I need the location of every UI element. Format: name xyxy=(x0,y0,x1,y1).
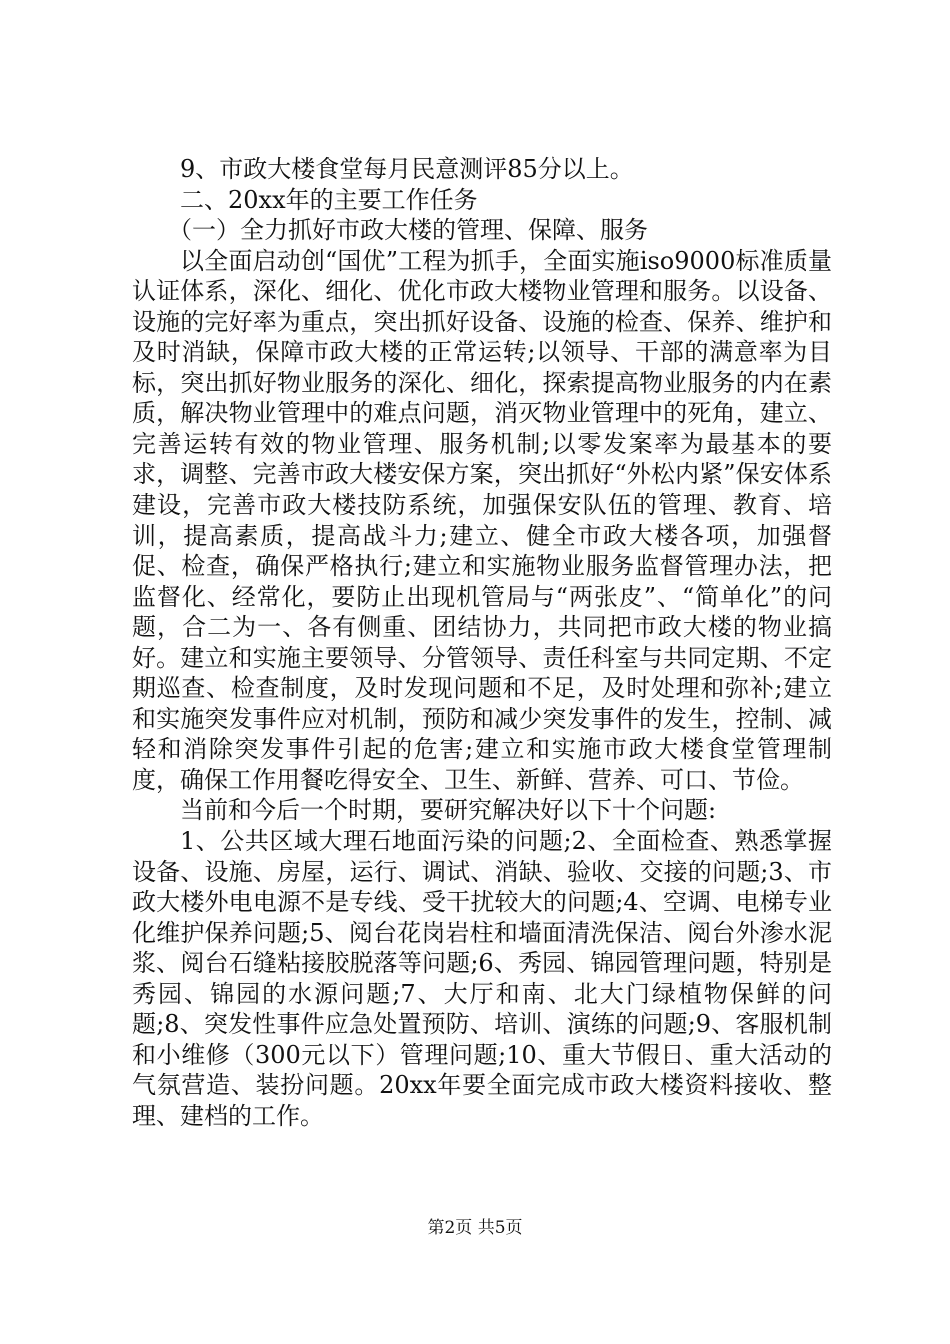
body-paragraph-intro-issues: 当前和今后一个时期，要研究解决好以下十个问题: xyxy=(180,796,717,825)
list-item-9: 9、市政大楼食堂每月民意测评85分以上。 xyxy=(180,155,634,183)
section-heading-2: 二、20xx年的主要工作任务 xyxy=(180,185,478,214)
subsection-heading-1: （一）全力抓好市政大楼的管理、保障、服务 xyxy=(168,216,648,245)
page-number-footer: 第2页 共5页 xyxy=(427,1218,523,1238)
document-body xyxy=(132,154,832,1132)
body-paragraph-ten-issues: 1、公共区域大理石地面污染的问题;2、全面检查、熟悉掌握设备、设施、房屋，运行、调试、消缺、验收、交接的问题;3、市政大楼外电电源不是专线、受干扰较大的问题;4、空调、电梯专业化维护保养问题;5、阅台花岗岩柱和墙面清洗保洁、阅台外渗水泥浆、阅台石缝粘接胶脱落等问题;6、秀园、锦园管理问题，特别是秀园、锦园的水源问题;7、大厅和南、北大门绿植物保鲜的问题;8、突发性事件应急处置预防、培训、演练的问题;9、客服机制和小维修（300元以下）管理问题;10、重大节假日、重大活动的气氛营造、装扮问题。20xx年要全面完成市政大楼资料接收、整理、建档的工作。 xyxy=(132,827,832,1130)
body-paragraph-management: 以全面启动创“国优”工程为抓手，全面实施iso9000标准质量认证体系，深化、细化、优化市政大楼物业管理和服务。以设备、设施的完好率为重点，突出抓好设备、设施的检查、保养、维护和及时消缺，保障市政大楼的正常运转;以领导、干部的满意率为目标，突出抓好物业服务的深化、细化，探索提高物业服务的内在素质，解决物业管理中的难点问题，消灭物业管理中的死角，建立、完善运转有效的物业管理、服务机制;以零发案率为最基本的要求，调整、完善市政大楼安保方案，突出抓好“外松内紧”保安体系建设，完善市政大楼技防系统，加强保安队伍的管理、教育、培训，提高素质，提高战斗力;建立、健全市政大楼各项，加强督促、检查，确保严格执行;建立和实施物业服务监督管理办法，把监督化、经常化，要防止出现机管局与“两张皮”、“简单化”的问题，合二为一、各有侧重、团结协力，共同把市政大楼的物业搞好。建立和实施主要领导、分管领导、责任科室与共同定期、不定期巡查、检查制度，及时发现问题和不足，及时处理和弥补;建立和实施突发事件应对机制，预防和减少突发事件的发生，控制、减轻和消除突发事件引起的危害;建立和实施市政大楼食堂管理制度，确保工作用餐吃得安全、卫生、新鲜、营养、可口、节俭。 xyxy=(132,246,832,794)
